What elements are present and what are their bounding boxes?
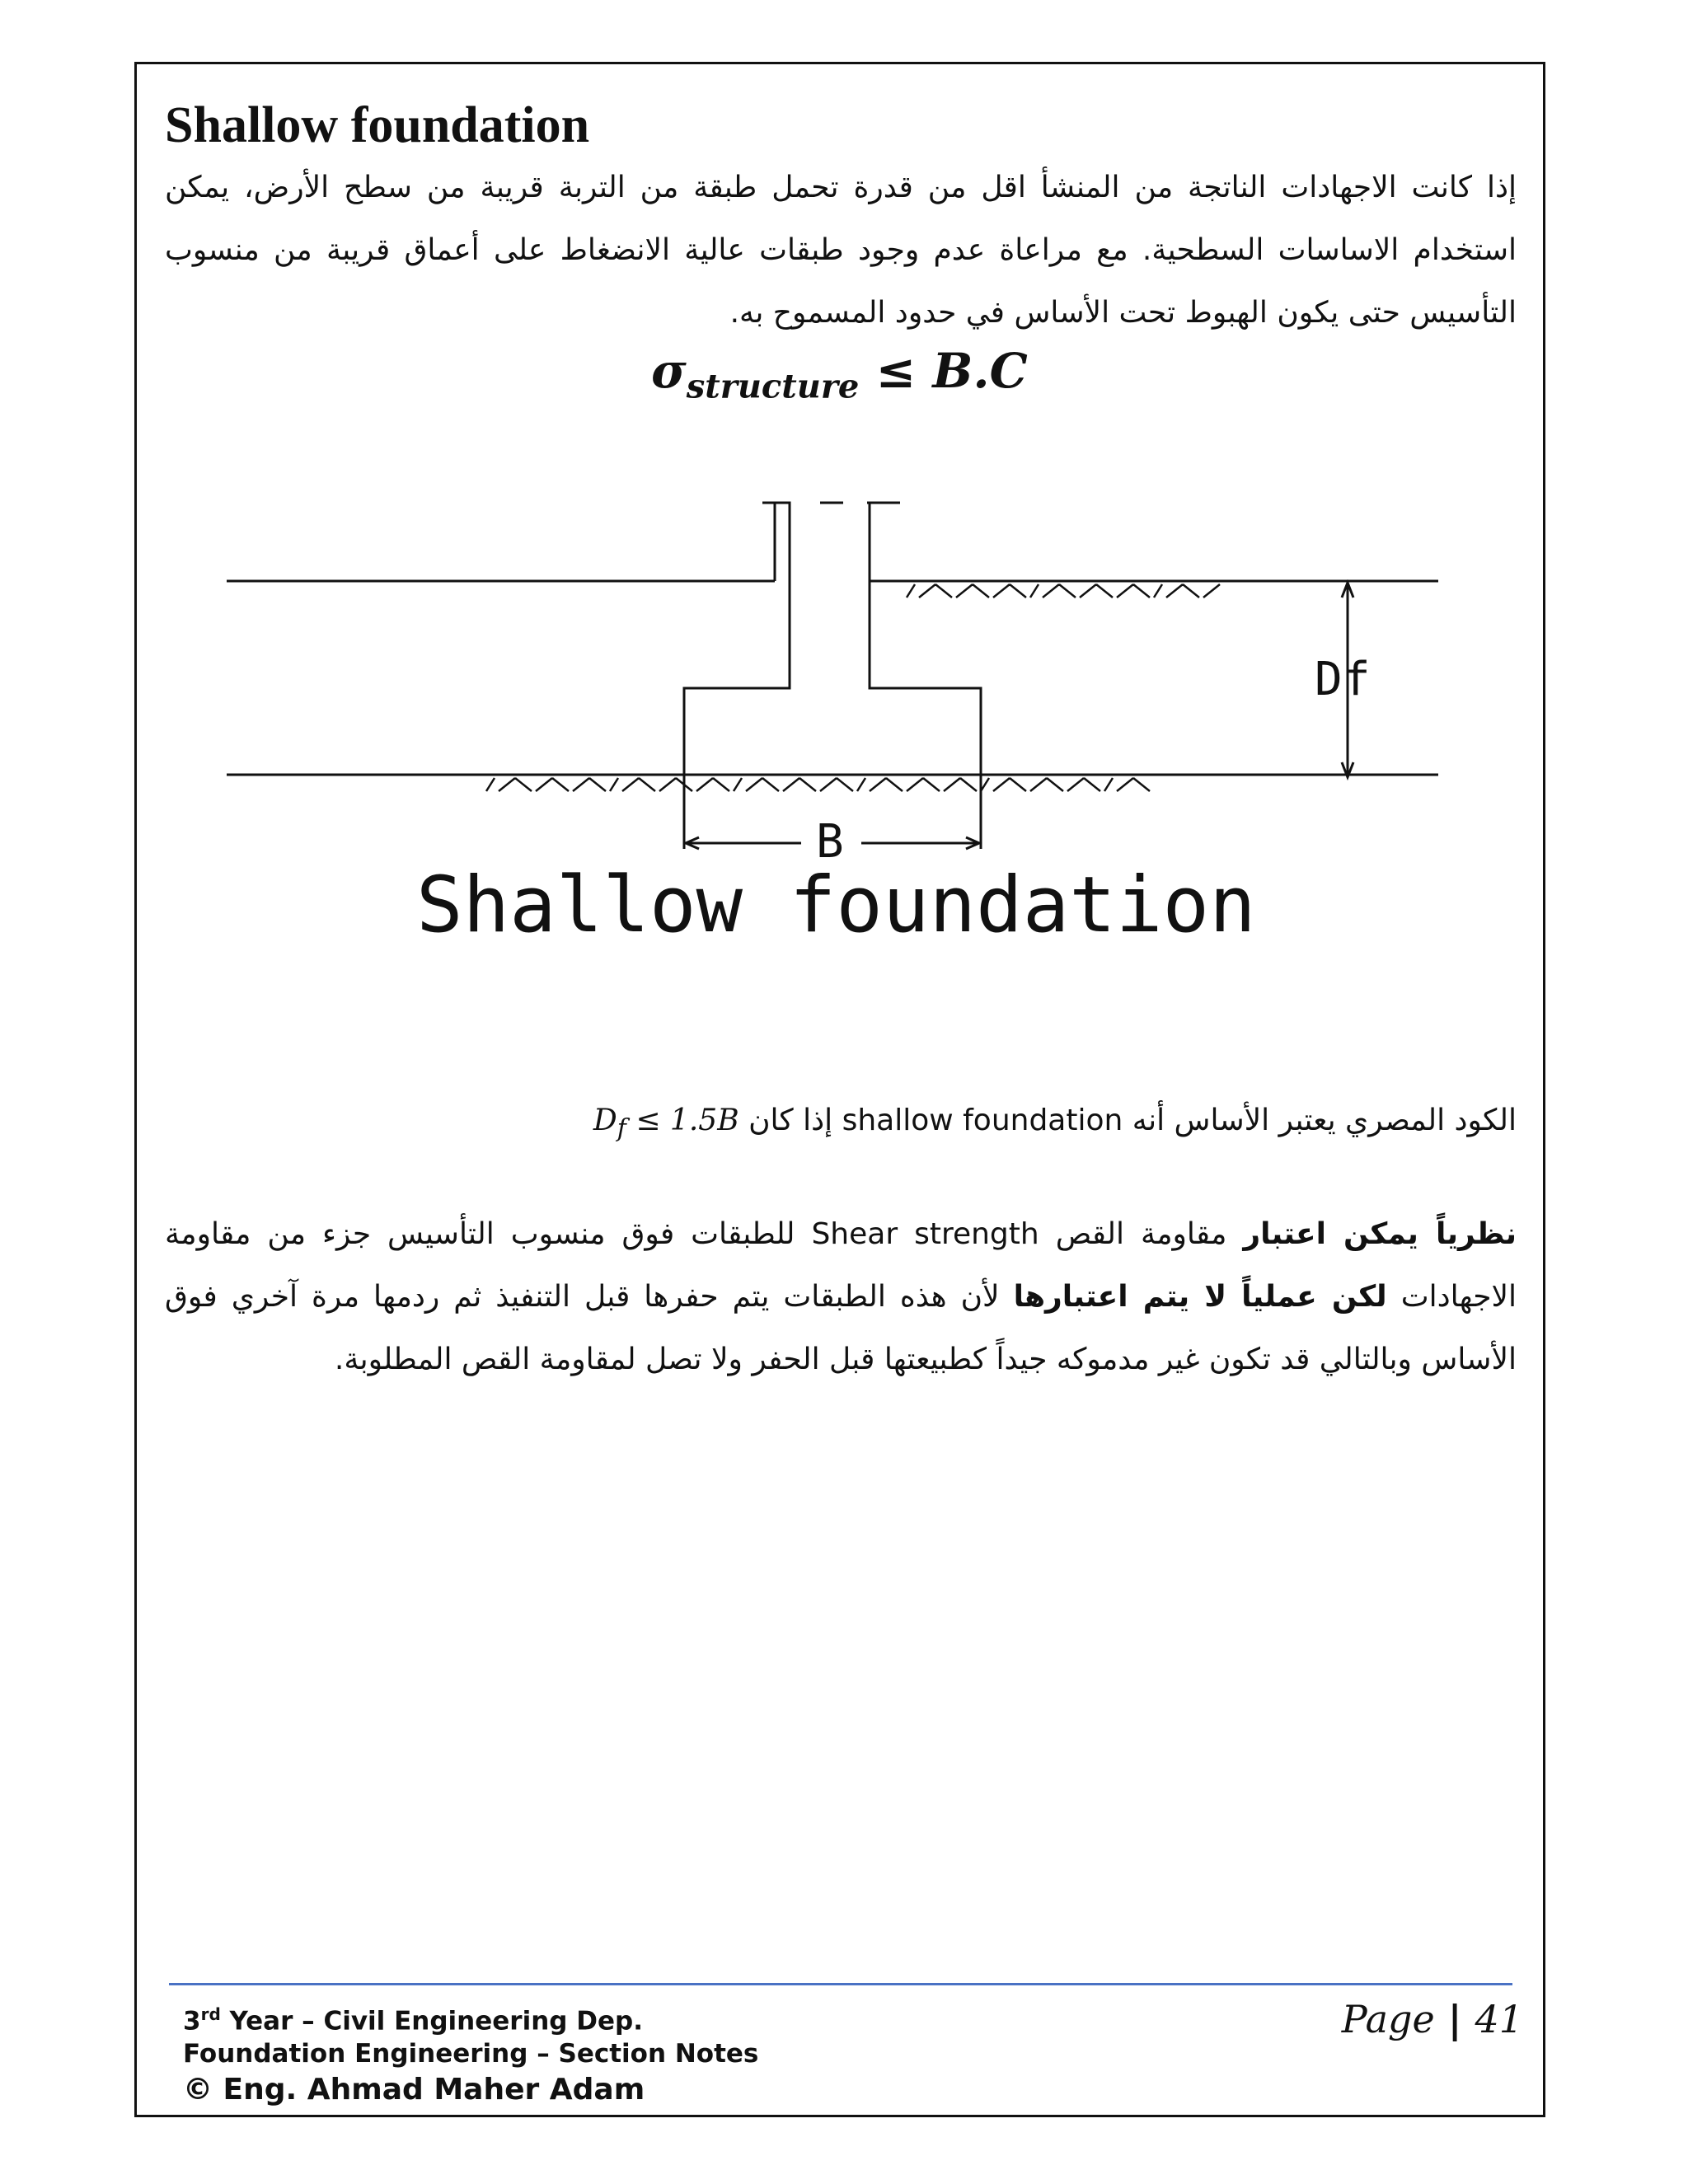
para2-bold-1: نظرياً يمكن اعتبار xyxy=(1243,1217,1517,1251)
egyptian-code-rule xyxy=(495,1092,1517,1158)
soil-hatching xyxy=(486,584,1220,791)
formula-rhs: ≤ B.C xyxy=(875,343,1028,399)
shallow-foundation-diagram xyxy=(214,482,1467,960)
para2-text-2: لأن هذه الطبقات يتم حفرها قبل التنفيذ ثم ردمها مرة آخري فوق الأساس وبالتالي قد تكون غير مدموكه جيداً كطبيعتها قبل الحفر ولا تصل لمقاومة القص المطلوبة. xyxy=(165,1280,1517,1376)
formula-subscript: structure xyxy=(686,367,860,406)
footer-year-sup: rd xyxy=(200,2004,221,2024)
page-label: Page xyxy=(1341,1997,1435,2041)
formula-sigma: σ xyxy=(651,343,687,399)
rule-math-lhs: D xyxy=(593,1104,617,1137)
rule-math-rhs: ≤ 1.5B xyxy=(635,1104,739,1137)
footer-info xyxy=(183,1998,758,2110)
page-separator: | xyxy=(1447,1997,1462,2041)
footer-line-2: Foundation Engineering – Section Notes xyxy=(183,2039,759,2069)
rule-math xyxy=(593,1104,739,1144)
footer-line-1 xyxy=(183,1998,758,2037)
footer-divider xyxy=(169,1983,1512,1985)
footer-copyright: © Eng. Ahmad Maher Adam xyxy=(183,2073,645,2107)
rule-text: الكود المصري يعتبر الأساس أنه shallow foundation إذا كان xyxy=(748,1104,1517,1137)
footer-year: 3 xyxy=(183,2006,201,2036)
b-label: B xyxy=(816,815,844,869)
rule-math-sub: f xyxy=(617,1114,626,1144)
page-number: 41 xyxy=(1475,1997,1523,2041)
page-title: Shallow foundation xyxy=(165,97,590,153)
para2-text-1: مقاومة القص Shear strength للطبقات فوق منسوب التأسيس جزء من مقاومة الاجهادات xyxy=(165,1217,1517,1314)
footer-dept: Year – Civil Engineering Dep. xyxy=(220,2006,643,2036)
para2-bold-2: لكن عملياً لا يتم اعتبارها xyxy=(1013,1280,1387,1314)
footing-outline xyxy=(684,503,981,775)
figure-caption: Shallow foundation xyxy=(416,860,1256,950)
df-label: Df xyxy=(1315,653,1371,706)
intro-paragraph: إذا كانت الاجهادات الناتجة من المنشأ اقل من قدرة تحمل طبقة من التربة قريبة من سطح الأرض، يمكن استخدام الاساسات السطحية. مع مراعاة عدم وجود طبقات عالية الانضغاط على أعماق قريبة من منسوب التأسيس حتى يكون الهبوط تحت الأساس في حدود المسموح به. xyxy=(165,171,1517,330)
page-number-block xyxy=(1342,1994,1523,2044)
stress-formula xyxy=(651,338,1028,420)
shear-strength-paragraph xyxy=(165,1203,1517,1391)
